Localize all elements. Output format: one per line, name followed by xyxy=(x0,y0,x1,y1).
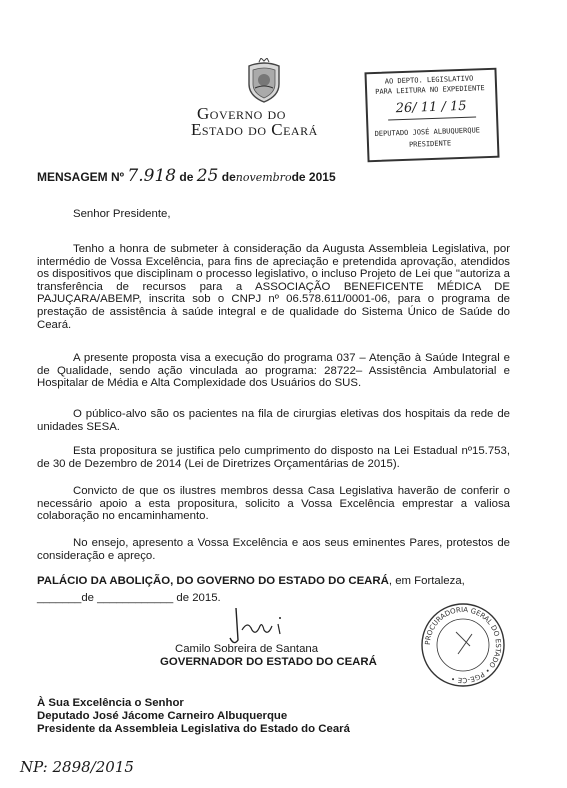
paragraph-5: Convicto de que os ilustres membros dessa Casa Legislativa haverão de conferir o necessário apoio a esta propositura, solicito a Vossa Excelência emprestar a valiosa colaboração no encaminhamento. xyxy=(37,485,510,523)
receipt-stamp xyxy=(364,68,499,163)
message-month: novembro xyxy=(235,171,292,184)
paragraph-6: No ensejo, apresento a Vossa Excelência e aos seus eminentes Pares, protestos de consideração e apreço. xyxy=(37,537,510,562)
paragraph-1: Tenho a honra de submeter à consideração da Augusta Assembleia Legislativa, por intermédio de Vossa Excelência, para fins de apreciação e pretendida aprovação, atendidos os dispositivos que disciplinam o processo legislativo, o incluso Projeto de Lei que "autoriza a transferência de recursos para a ASSOCIAÇÃO BENEFICENTE MÉDICA DE PAJUÇARA/ABEMP, inscrita sob o CNPJ nº 06.578.611/0001-06, para o programa de prestação de assistência à saúde integral e de qualidade do Sistema Único de Saúde do Ceará. xyxy=(37,243,510,331)
addressee-line-2: Deputado José Jácome Carneiro Albuquerque xyxy=(37,710,288,722)
stamp-line-2: PARA LEITURA NO EXPEDIENTE xyxy=(375,84,485,96)
paragraph-4: Esta propositura se justifica pelo cumprimento do disposto na Lei Estadual nº15.753, de 30 de Dezembro de 2014 (Lei de Diretrizes Orçamentárias de 2015). xyxy=(37,445,510,470)
paragraph-2: A presente proposta visa a execução do programa 037 – Atenção à Saúde Integral e de Qualidade, sendo ação vinculada ao programa: 28722– Assistência Ambulatorial e Hospitalar de Média e Alta Complexidade dos Usuários do SUS. xyxy=(37,352,510,390)
protocol-number: NP: 2898/2015 xyxy=(20,758,134,776)
header-estado: Estado do Ceará xyxy=(191,120,318,139)
message-de-3: de 2015 xyxy=(291,170,336,184)
message-day: 25 xyxy=(196,166,219,186)
header-governo: Governo do xyxy=(197,104,286,123)
message-de-1: de xyxy=(179,170,194,184)
addressee-line-3: Presidente da Assembleia Legislativa do Estado do Ceará xyxy=(37,723,350,735)
message-number: 7.918 xyxy=(127,166,177,186)
svg-text:PROCURADORIA GERAL DO ESTADO • xyxy=(424,606,502,684)
stamp-divider xyxy=(388,116,476,120)
governor-name: Camilo Sobreira de Santana xyxy=(175,643,319,655)
governor-signature xyxy=(228,604,308,648)
coat-of-arms-icon xyxy=(241,58,287,104)
place-bold: PALÁCIO DA ABOLIÇÃO, DO GOVERNO DO ESTADO DO CEARÁ xyxy=(37,575,389,587)
place-rest: , em Fortaleza, xyxy=(388,575,465,587)
addressee-line-1: À Sua Excelência o Senhor xyxy=(37,697,184,709)
greeting: Senhor Presidente, xyxy=(73,208,171,220)
message-number-line xyxy=(37,166,336,186)
place-line xyxy=(37,575,517,587)
stamp-line-4: PRESIDENTE xyxy=(408,139,452,149)
message-label: MENSAGEM Nº xyxy=(37,170,125,184)
stamp-date: 26/ 11 / 15 xyxy=(395,98,467,117)
stamp-line-3: DEPUTADO JOSÉ ALBUQUERQUE xyxy=(374,126,481,139)
paragraph-3: O público-alvo são os pacientes na fila de cirurgias eletivas dos hospitais da rede de unidades SESA. xyxy=(37,408,510,433)
date-line: _______de ____________ de 2015. xyxy=(37,592,221,604)
seal-text: PROCURADORIA GERAL DO ESTADO • PGE-CE • xyxy=(423,605,503,685)
seal-icon xyxy=(420,602,506,688)
governor-title: GOVERNADOR DO ESTADO DO CEARÁ xyxy=(160,656,377,668)
stamp-line-1: AO DEPTO. LEGISLATIVO xyxy=(384,74,474,86)
message-de-2: de xyxy=(221,170,236,184)
